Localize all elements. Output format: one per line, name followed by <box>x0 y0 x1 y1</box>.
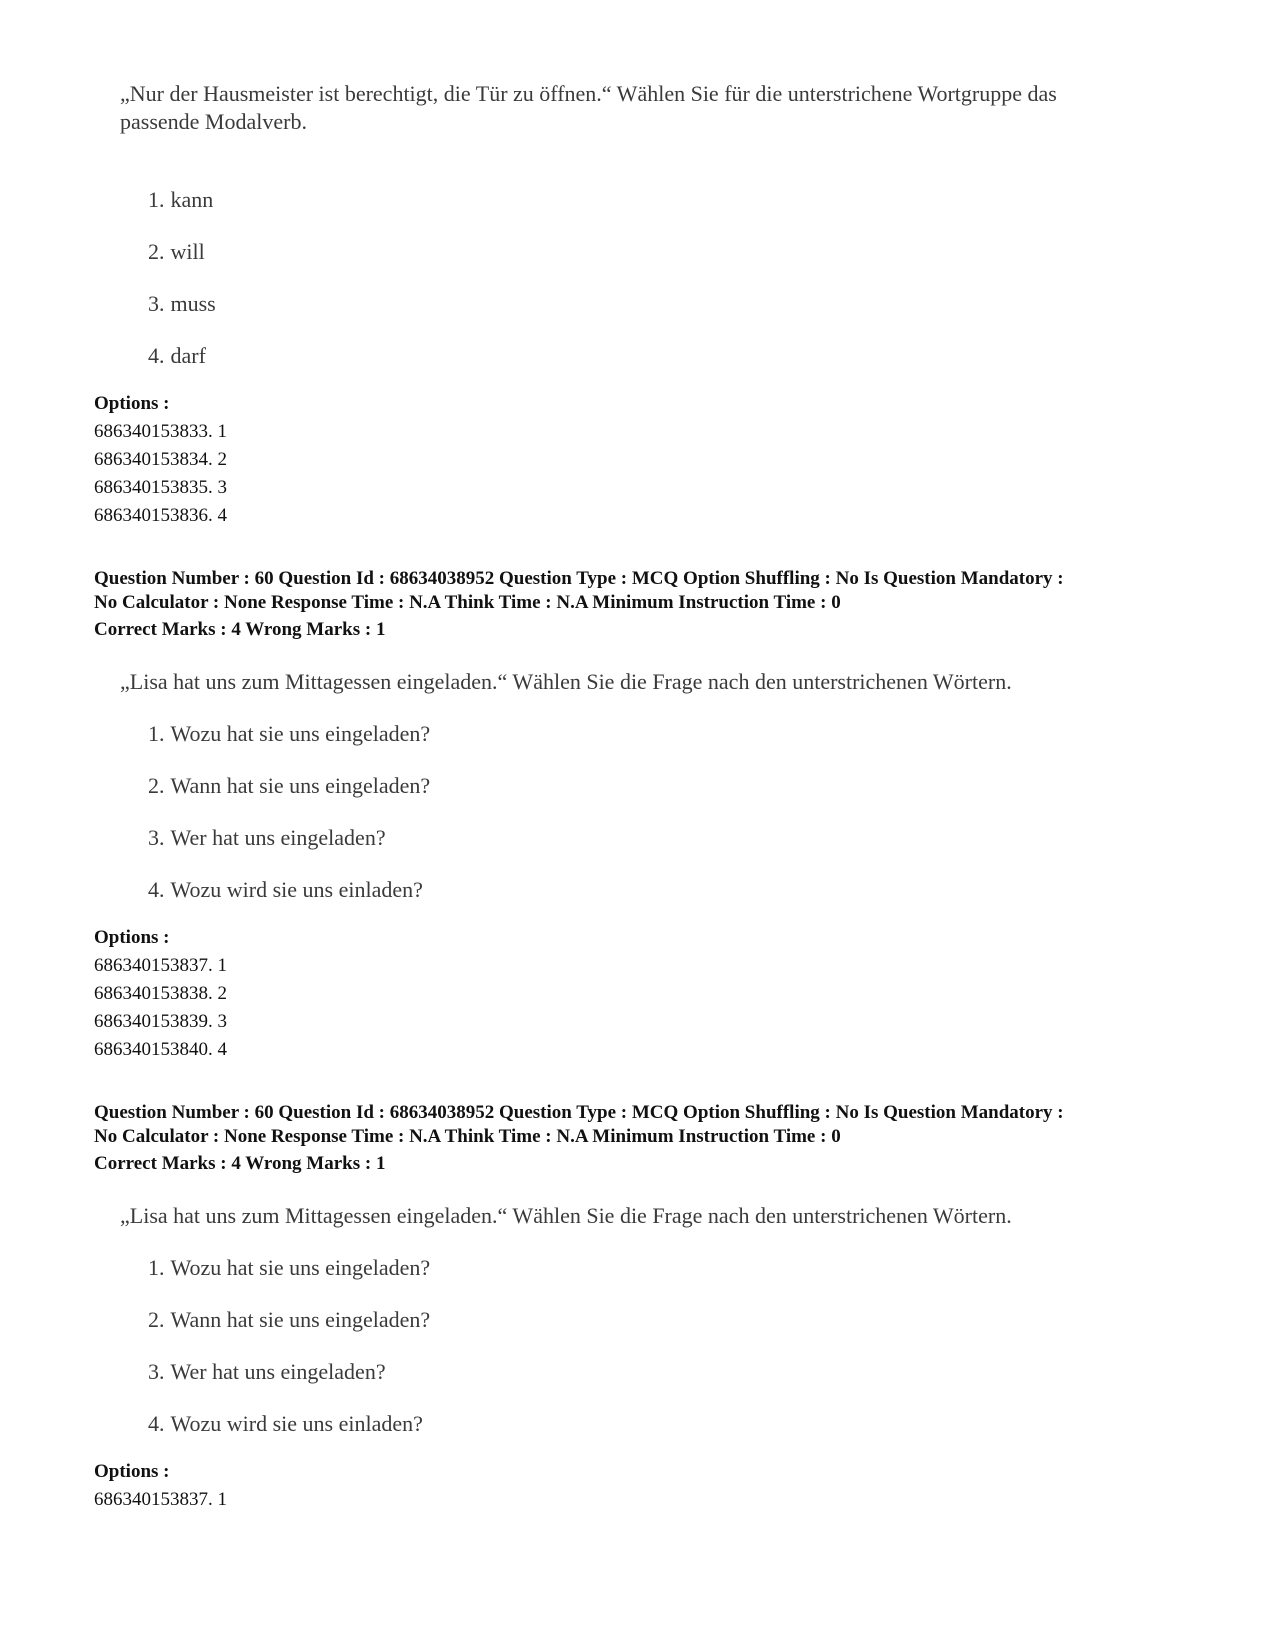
answer-choice: 3. Wer hat uns eingeladen? <box>148 1359 386 1384</box>
answer-choice: 1. Wozu hat sie uns eingeladen? <box>148 721 431 746</box>
options-heading: Options : <box>94 927 170 948</box>
answer-choice: 4. darf <box>148 343 206 368</box>
answer-choice: 2. Wann hat sie uns eingeladen? <box>148 773 431 798</box>
options-heading: Options : <box>94 393 170 414</box>
option-id: 686340153837. 1 <box>94 955 227 976</box>
marks-line: Correct Marks : 4 Wrong Marks : 1 <box>94 1153 386 1174</box>
option-id: 686340153838. 2 <box>94 983 227 1004</box>
option-id: 686340153839. 3 <box>94 1011 227 1032</box>
options-heading: Options : <box>94 1461 170 1482</box>
marks-line: Correct Marks : 4 Wrong Marks : 1 <box>94 619 386 640</box>
option-id: 686340153833. 1 <box>94 421 227 442</box>
question-text: „Lisa hat uns zum Mittagessen eingeladen.“ Wählen Sie die Frage nach den unterstrichenen Wörtern. <box>120 1203 1012 1228</box>
question-text <box>120 80 1160 136</box>
meta-line: Question Number : 60 Question Id : 68634038952 Question Type : MCQ Option Shuffling : No Is Question Mandatory : <box>94 568 1064 589</box>
answer-choice: 1. kann <box>148 187 214 212</box>
question-line: passende Modalverb. <box>120 109 307 134</box>
question-meta <box>94 567 1254 615</box>
meta-line: Question Number : 60 Question Id : 68634038952 Question Type : MCQ Option Shuffling : No Is Question Mandatory : <box>94 1102 1064 1123</box>
answer-choice: 2. Wann hat sie uns eingeladen? <box>148 1307 431 1332</box>
question-line: „Nur der Hausmeister ist berechtigt, die Tür zu öffnen.“ Wählen Sie für die unterstrichene Wortgruppe das <box>120 81 1057 106</box>
answer-choice: 3. Wer hat uns eingeladen? <box>148 825 386 850</box>
answer-choice: 2. will <box>148 239 205 264</box>
option-id: 686340153834. 2 <box>94 449 227 470</box>
question-meta <box>94 1101 1254 1149</box>
answer-choice: 1. Wozu hat sie uns eingeladen? <box>148 1255 431 1280</box>
meta-line: No Calculator : None Response Time : N.A Think Time : N.A Minimum Instruction Time : 0 <box>94 592 841 613</box>
meta-line: No Calculator : None Response Time : N.A Think Time : N.A Minimum Instruction Time : 0 <box>94 1126 841 1147</box>
answer-choice: 3. muss <box>148 291 216 316</box>
answer-choice: 4. Wozu wird sie uns einladen? <box>148 1411 423 1436</box>
option-id: 686340153837. 1 <box>94 1489 227 1510</box>
option-id: 686340153840. 4 <box>94 1039 227 1060</box>
question-text: „Lisa hat uns zum Mittagessen eingeladen.“ Wählen Sie die Frage nach den unterstrichenen Wörtern. <box>120 669 1012 694</box>
option-id: 686340153836. 4 <box>94 505 227 526</box>
option-id: 686340153835. 3 <box>94 477 227 498</box>
answer-choice: 4. Wozu wird sie uns einladen? <box>148 877 423 902</box>
